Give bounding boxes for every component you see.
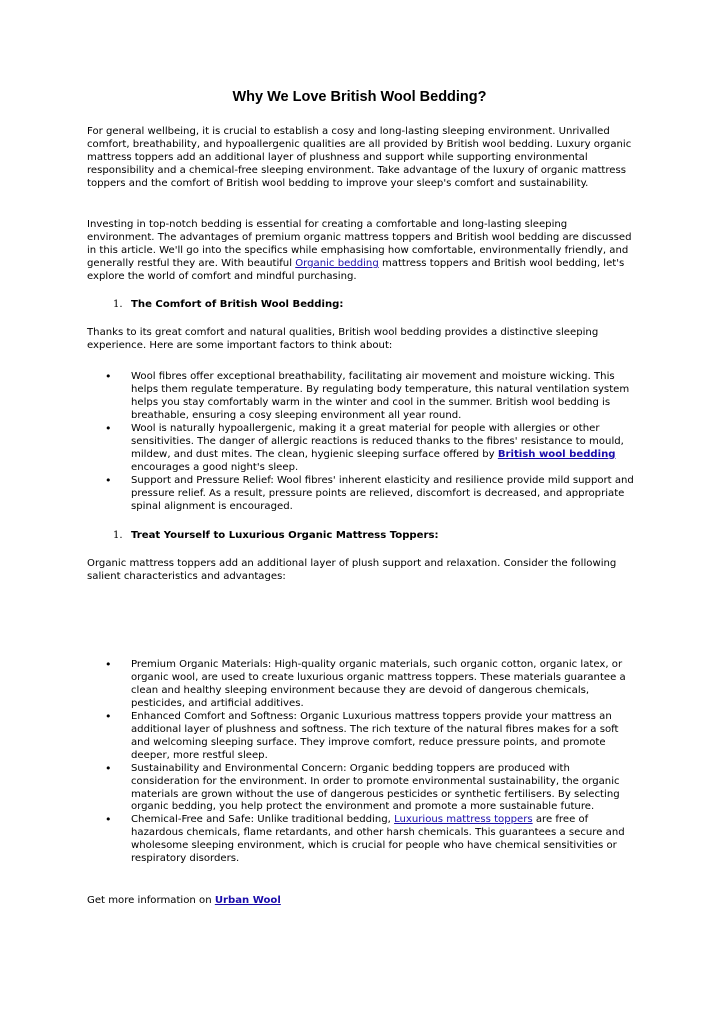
bullet-icon: • [105, 709, 112, 723]
list-item [87, 659, 637, 711]
footer-line [87, 895, 635, 908]
organic-bedding-link[interactable]: Organic bedding [295, 257, 379, 269]
urban-wool-link[interactable]: Urban Wool [214, 895, 281, 906]
section-2-lead: Organic mattress toppers add an additional layer of plush support and relaxation. Consider the following salient characteristics and advantages: [87, 558, 617, 582]
bullet-text: Support and Pressure Relief: Wool fibres' inherent elasticity and resilience provide mild support and pressure relief. As a result, pressure points are relieved, discomfort is decreased, and appropriate spinal alignment is encouraged. [131, 474, 634, 512]
section-2-heading: Treat Yourself to Luxurious Organic Mattress Toppers: [131, 530, 439, 541]
bullet-text-before: Wool is naturally hypoallergenic, making it a great material for people with allergies or other sensitivities. The danger of allergic reactions is reduced thanks to the fibres' resistance to mould, mildew, and dust mites. The clean, hygienic sleeping surface offered by [131, 422, 624, 460]
list-item [87, 814, 637, 866]
bullet-text-after: are free of hazardous chemicals, flame retardants, and other harsh chemicals. This guarantees a secure and wholesome sleeping environment, which is crucial for people who have chemical sensitivities or respiratory disorders. [131, 814, 625, 865]
bullet-text: Premium Organic Materials: High-quality organic materials, such organic cotton, organic latex, or organic wool, are used to create luxurious organic mattress toppers. These materials guarantee a clean and healthy sleeping environment because they are devoid of dangerous chemicals, pesticides, and artificial additives. [131, 659, 626, 709]
intro-paragraph-1: For general wellbeing, it is crucial to establish a cosy and long-lasting sleeping environment. Unrivalled comfort, breathability, and hypoallergenic qualities are all provided by British wool bedding. Luxury organic mattress toppers add an additional layer of plushness and support while supporting environmental responsibility and a chemical-free sleeping environment. Take advantage of the luxury of organic mattress toppers and the comfort of British wool bedding to improve your sleep's comfort and sustainability. [87, 126, 632, 189]
list-item [87, 763, 637, 815]
section-1-bullet-list [87, 371, 637, 513]
section-2-number: 1. [113, 530, 123, 541]
bullet-icon: • [105, 813, 112, 827]
section-2-bullet-list [87, 659, 637, 866]
bullet-text: Sustainability and Environmental Concern: Organic bedding toppers are produced with consideration for the environment. In order to promote environmental sustainability, the organic materials are grown without the use of dangerous pesticides or synthetic fertilisers. By selecting organic bedding, you help protect the environment and promote a more sustainable future. [131, 762, 620, 813]
list-item [87, 371, 637, 423]
british-wool-bedding-link[interactable]: British wool bedding [497, 448, 616, 460]
bullet-icon: • [105, 421, 112, 435]
bullet-text-after: encourages a good night's sleep. [131, 461, 299, 473]
bullet-icon: • [105, 370, 112, 383]
list-item [87, 423, 637, 475]
section-1-number: 1. [113, 299, 123, 310]
bullet-icon: • [105, 658, 112, 671]
list-item [87, 475, 637, 514]
intro-2-text-after: mattress toppers and British wool bedding, let's explore the world of comfort and mindful purchasing. [87, 257, 625, 282]
section-1-lead: Thanks to its great comfort and natural qualities, British wool bedding provides a distinctive sleeping experience. Here are some important factors to think about: [87, 327, 599, 351]
bullet-icon: • [105, 473, 112, 487]
bullet-text: Wool fibres offer exceptional breathability, facilitating air movement and moisture wicking. This helps them regulate temperature. By regulating body temperature, this natural ventilation system helps you stay comfortably warm in the winter and cool in the summer. British wool bedding is breathable, ensuring a cosy sleeping environment all year round. [131, 371, 630, 421]
intro-2-text-before: Investing in top-notch bedding is essential for creating a comfortable and long-lasting sleeping environment. The advantages of premium organic mattress toppers and British wool bedding are discussed in this article. We'll go into the specifics while emphasising how comfortable, environmentally friendly, and generally restful they are. With beautiful [87, 219, 632, 269]
list-item [87, 711, 637, 763]
bullet-text: Enhanced Comfort and Softness: Organic Luxurious mattress toppers provide your mattress an additional layer of plushness and softness. The rich texture of the natural fibres makes for a soft and welcoming sleeping surface. They improve comfort, reduce pressure points, and promote deeper, more restful sleep. [131, 710, 619, 761]
luxurious-mattress-toppers-link[interactable]: Luxurious mattress toppers [394, 814, 533, 826]
bullet-text-before: Chemical-Free and Safe: Unlike traditional bedding, [131, 814, 395, 826]
page-title: Why We Love British Wool Bedding? [232, 89, 487, 105]
bullet-icon: • [105, 761, 112, 775]
intro-paragraph-2 [87, 219, 635, 284]
section-1-heading: The Comfort of British Wool Bedding: [131, 299, 344, 310]
footer-text: Get more information on [87, 895, 215, 906]
